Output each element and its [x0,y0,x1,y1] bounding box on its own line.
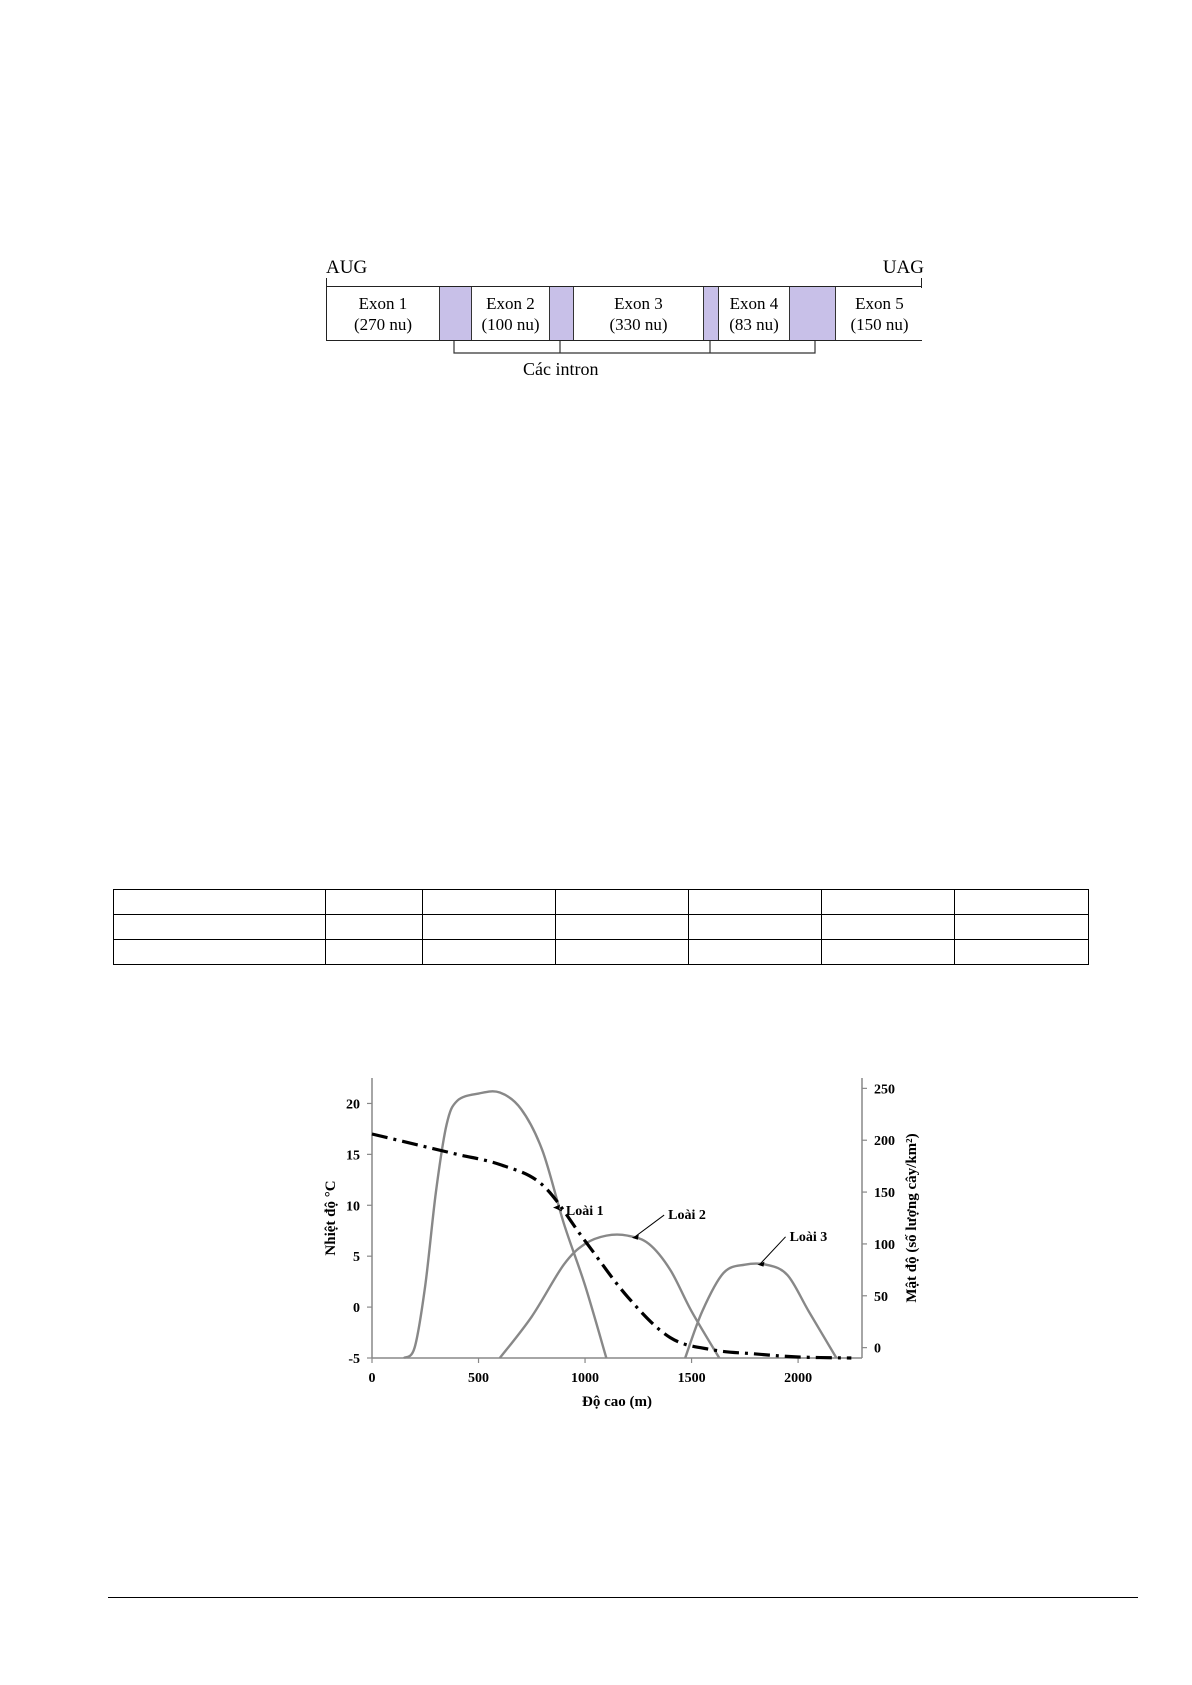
table-cell [955,915,1089,940]
y-left-tick-label: 10 [346,1199,360,1215]
table-cell [326,915,423,940]
intron-4 [789,287,836,340]
table-row [114,915,1089,940]
x-tick-label: 1000 [571,1371,600,1386]
table-cell [556,915,689,940]
exon-3-length: (330 nu) [609,314,668,334]
annotation-arrow [759,1237,785,1265]
start-codon-label: AUG [326,257,368,278]
x-tick-label: 2000 [784,1371,813,1386]
exon-5 [836,287,923,340]
table-cell [423,915,556,940]
y-right-tick-label: 150 [874,1186,895,1202]
y-left-tick-label: 15 [346,1148,360,1164]
y-left-tick-label: 0 [353,1301,360,1317]
table-cell [114,890,326,915]
stop-tick [921,278,922,288]
table-cell [955,890,1089,915]
series-label: Loài 1 [565,1203,604,1219]
y-right-tick-label: 200 [874,1134,895,1150]
series-line-loài-1 [404,1091,606,1358]
gene-structure-diagram [318,250,930,390]
table-cell [822,940,955,965]
table-cell [114,915,326,940]
exon-2-length: (100 nu) [481,314,540,334]
exon-5-name: Exon 5 [855,293,904,313]
exon-2-name: Exon 2 [486,293,535,313]
annotation-arrow [634,1215,664,1238]
exon-2 [472,287,549,340]
table-cell [326,890,423,915]
x-tick-label: 0 [368,1371,376,1386]
intron-3 [703,287,719,340]
intron-2 [549,287,574,340]
altitude-chart [320,1070,930,1420]
exon-4 [719,287,789,340]
exon-4-name: Exon 4 [729,293,779,313]
y-right-tick-label: 50 [874,1289,888,1305]
x-axis-label: Độ cao (m) [582,1394,652,1410]
y-left-tick-label: -5 [348,1352,360,1367]
series-line-loài-2 [500,1235,719,1358]
footer-rule [108,1597,1138,1598]
table-cell [556,940,689,965]
exon-1-name: Exon 1 [358,293,408,313]
series-line-loài-3 [685,1263,836,1358]
table-cell [689,940,822,965]
table-cell [689,915,822,940]
table-row [114,940,1089,965]
exon-5-length: (150 nu) [850,314,909,334]
x-tick-label: 500 [468,1371,490,1386]
table-cell [689,890,822,915]
exon-1 [327,287,439,340]
y-right-tick-label: 0 [874,1341,881,1357]
y-left-axis-label: Nhiệt độ °C [323,1180,339,1256]
series-label: Loài 2 [668,1208,706,1224]
exon-3-name: Exon 3 [614,293,663,313]
table-cell [556,890,689,915]
table-cell [114,940,326,965]
series-label: Loài 3 [789,1229,828,1245]
data-table [113,889,1089,965]
intron-1 [439,287,472,340]
start-tick [326,278,327,288]
x-tick-label: 1500 [677,1371,706,1386]
exon-4-length: (83 nu) [729,314,779,334]
y-left-tick-label: 20 [346,1097,360,1113]
exon-3 [574,287,703,340]
intron-bracket [318,340,930,362]
intron-label: Các intron [523,359,599,379]
table-cell [423,940,556,965]
y-right-axis-label: Mật độ (số lượng cây/km²) [904,1133,920,1303]
table-cell [822,890,955,915]
exon-1-length: (270 nu) [353,314,413,334]
table-cell [326,940,423,965]
temperature-series-line [372,1134,851,1358]
y-left-tick-label: 5 [353,1250,360,1266]
table-cell [955,940,1089,965]
table-cell [822,915,955,940]
table-row [114,890,1089,915]
y-right-tick-label: 100 [874,1237,895,1253]
gene-strip [326,286,922,341]
y-right-tick-label: 250 [874,1082,895,1098]
stop-codon-label: UAG [882,257,924,278]
table-cell [423,890,556,915]
